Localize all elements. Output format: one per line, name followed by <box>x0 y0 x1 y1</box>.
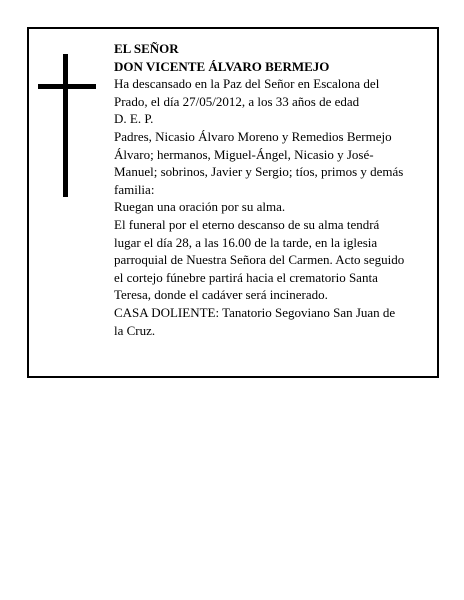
cross-vertical-bar <box>63 54 68 197</box>
title-line-1: EL SEÑOR <box>114 41 179 56</box>
rest-statement: Ha descansado en la Paz del Señor en Escalona del Prado, el día 27/05/2012, a los 33 años de edad <box>114 76 380 109</box>
family-list: Padres, Nicasio Álvaro Moreno y Remedios Bermejo Álvaro; hermanos, Miguel-Ángel, Nicasio y José-Manuel; sobrinos, Javier y Sergio; tíos, primos y demás familia: <box>114 128 404 197</box>
deceased-name: DON VICENTE ÁLVARO BERMEJO <box>114 58 330 74</box>
prayer-request: Ruegan una oración por su alma. <box>114 199 286 215</box>
dep-abbreviation: D. E. P. <box>114 111 154 127</box>
cross-horizontal-bar <box>38 84 96 89</box>
mourning-house: CASA DOLIENTE: Tanatorio Segoviano San Juan de la Cruz. <box>114 304 396 338</box>
funeral-details: El funeral por el eterno descanso de su alma tendrá lugar el día 28, a las 16.00 de la tarde, en la iglesia parroquial de Nuestra Señora del Carmen. Acto seguido el cortejo fúnebre partirá hacia el crematorio Santa Teresa, donde el cadáver será incinerado. <box>114 216 405 303</box>
obituary-text <box>114 40 406 339</box>
